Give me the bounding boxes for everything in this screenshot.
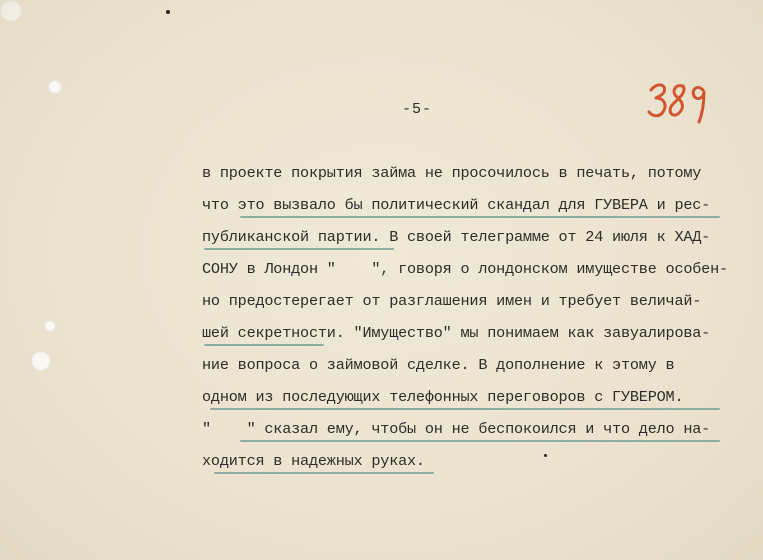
pencil-underline (214, 472, 434, 474)
text-line: шей секретности. "Имущество" мы понимаем как завуалирова- (202, 324, 711, 342)
text-line: но предостерегает от разглашения имен и требует величай- (202, 292, 702, 310)
text-line: ходится в надежных руках. (202, 452, 425, 470)
pencil-underline (240, 216, 720, 218)
typed-text-block (202, 157, 762, 477)
text-line: одном из последующих телефонных переговоров с ГУВЕРОМ. (202, 388, 684, 406)
punch-hole (0, 0, 22, 22)
text-line: " " сказал ему, чтобы он не беспокоился и что дело на- (202, 420, 711, 438)
pencil-underline (210, 408, 720, 410)
pencil-underline (204, 344, 324, 346)
text-line: публиканской партии. В своей телеграмме от 24 июля к ХАД- (202, 228, 711, 246)
text-line: в проекте покрытия займа не просочилось в печать, потому (202, 164, 702, 182)
punch-hole (48, 80, 62, 94)
page-number: -5- (402, 101, 433, 118)
punch-hole (44, 320, 56, 332)
archive-folio-number (647, 76, 711, 128)
text-line: ние вопроса о займовой сделке. В дополнение к этому в (202, 356, 675, 374)
text-line: СОНУ в Лондон " ", говоря о лондонском имуществе особен- (202, 260, 728, 278)
text-line: что это вызвало бы политический скандал для ГУВЕРА и рес- (202, 196, 711, 214)
punch-hole (31, 351, 51, 371)
ink-speck (166, 10, 170, 14)
pencil-underline (204, 248, 394, 250)
pencil-underline (240, 440, 720, 442)
